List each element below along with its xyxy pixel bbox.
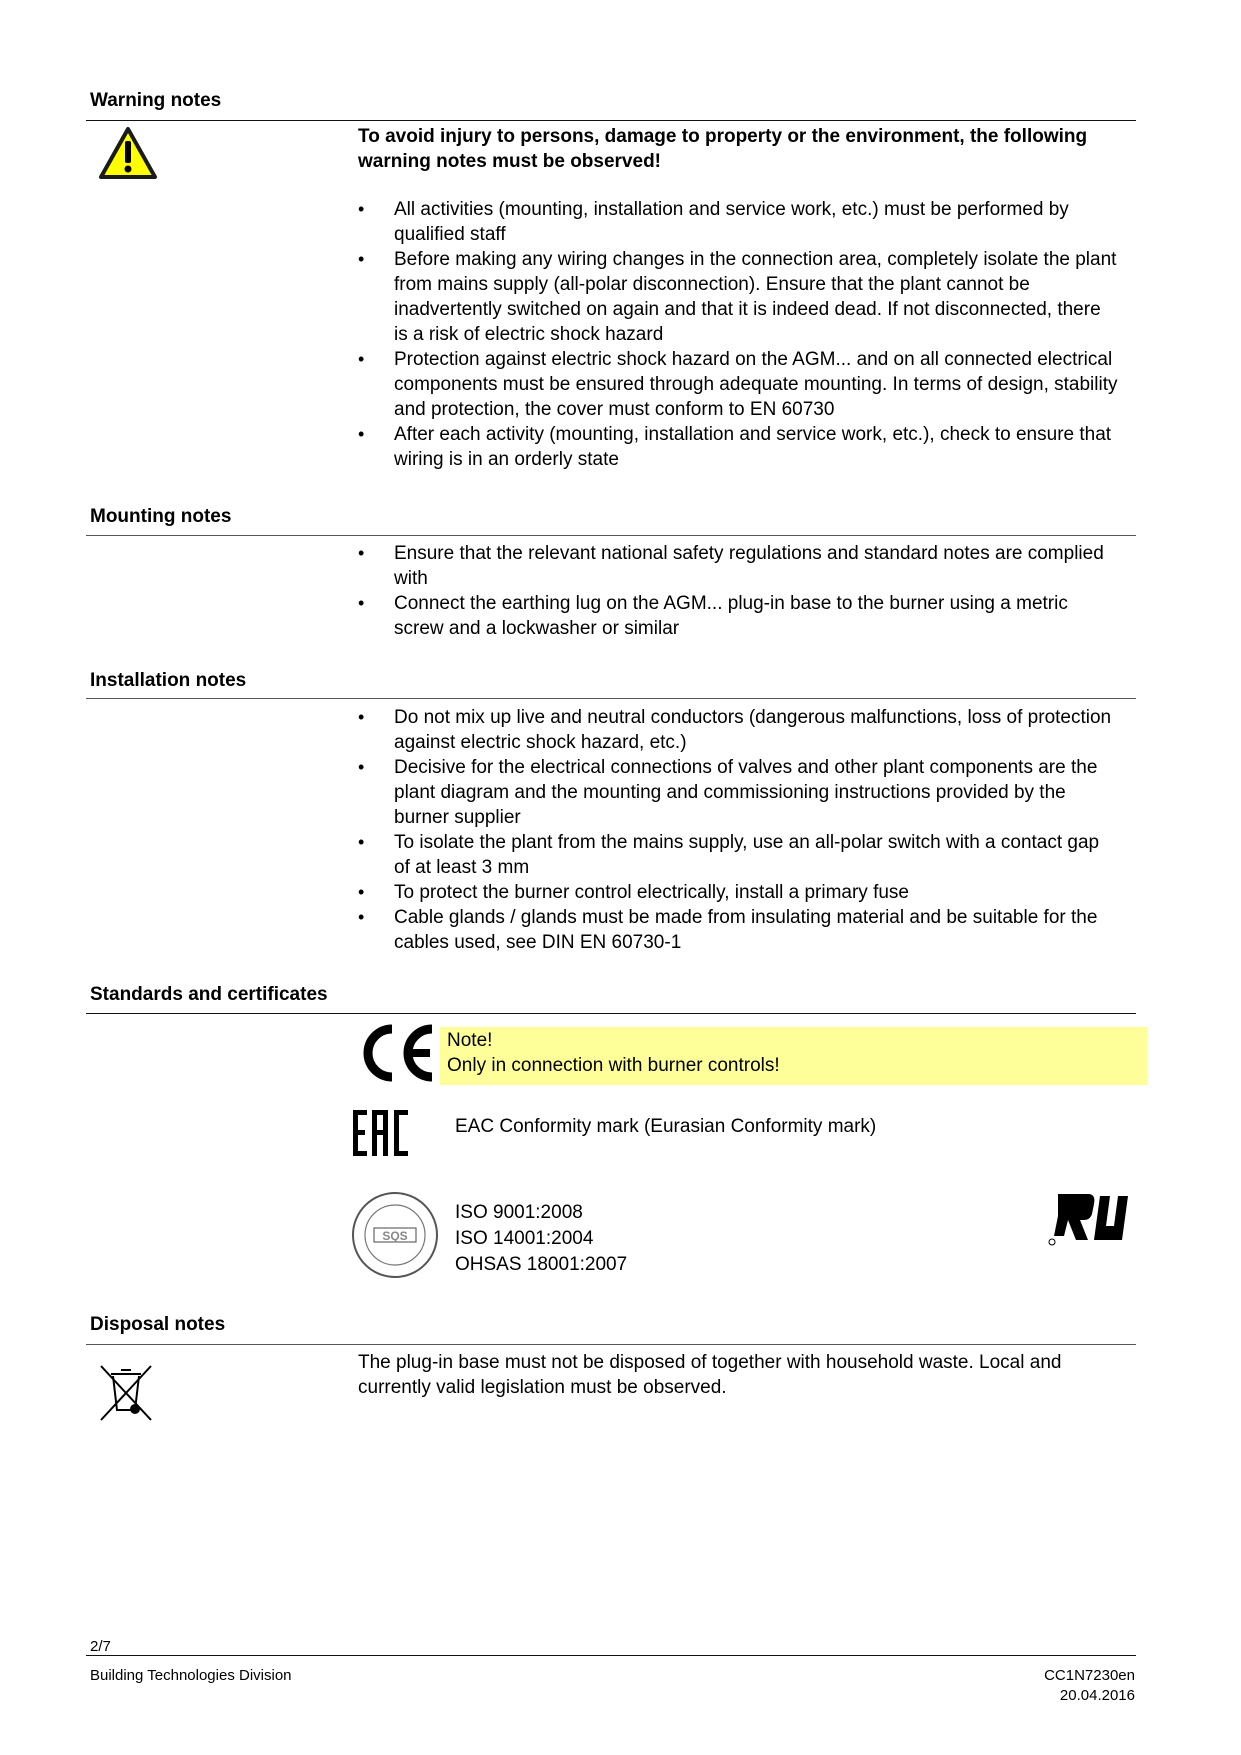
mounting-notes-list: [358, 541, 1118, 641]
warning-notes-list: [358, 197, 1118, 472]
warning-triangle-icon: [98, 126, 158, 180]
sqs-certification-seal-icon: [350, 1190, 440, 1280]
list-item: • Before making any wiring changes in the connection area, completely isolate the plant from mains supply (all-polar disconnection). Ensure that the plant cannot be inadvertently switched on again and that it is indeed dead. If not disconnected, there is a risk of electric shock hazard: [358, 247, 1118, 347]
note-body: Only in connection with burner controls!: [447, 1055, 780, 1076]
list-item: • To isolate the plant from the mains supply, use an all-polar switch with a contact gap of at least 3 mm: [358, 830, 1118, 880]
crossed-out-wheelie-bin-icon: [97, 1362, 155, 1422]
list-item: • After each activity (mounting, installation and service work, etc.), check to ensure that wiring is in an orderly state: [358, 422, 1118, 472]
certificate-line: ISO 14001:2004: [455, 1228, 594, 1249]
section-divider: [86, 535, 1136, 536]
list-item: • Connect the earthing lug on the AGM... plug-in base to the burner using a metric screw and a lockwasher or similar: [358, 591, 1118, 641]
list-item: • To protect the burner control electrically, install a primary fuse: [358, 880, 1118, 905]
seal-label: SQS: [382, 1229, 408, 1243]
certificate-line: OHSAS 18001:2007: [455, 1254, 628, 1275]
section-title-warning: Warning notes: [90, 90, 222, 111]
ce-mark-icon: [358, 1023, 436, 1083]
section-divider: [86, 698, 1136, 699]
list-item: • Ensure that the relevant national safety regulations and standard notes are complied with: [358, 541, 1118, 591]
section-title-mounting: Mounting notes: [90, 506, 232, 527]
ul-recognized-mark-icon: [1048, 1188, 1128, 1246]
eac-description: EAC Conformity mark (Eurasian Conformity mark): [455, 1116, 877, 1137]
note-title: Note!: [447, 1030, 493, 1051]
warning-lead-text: To avoid injury to persons, damage to property or the environment, the following warning notes must be observed!: [358, 126, 1088, 172]
page-number: 2/7: [90, 1638, 111, 1655]
section-title-disposal: Disposal notes: [90, 1314, 226, 1335]
list-item: • All activities (mounting, installation and service work, etc.) must be performed by qualified staff: [358, 197, 1118, 247]
note-callout: [447, 1028, 780, 1078]
footer-division: Building Technologies Division: [90, 1667, 292, 1684]
disposal-text: The plug-in base must not be disposed of together with household waste. Local and currently valid legislation must be observed.: [358, 1352, 1062, 1398]
list-item: • Cable glands / glands must be made from insulating material and be suitable for the cables used, see DIN EN 60730-1: [358, 905, 1118, 955]
list-item: • Do not mix up live and neutral conductors (dangerous malfunctions, loss of protection against electric shock hazard, etc.): [358, 705, 1118, 755]
section-title-standards: Standards and certificates: [90, 984, 328, 1005]
section-divider: [86, 120, 1136, 121]
list-item: • Protection against electric shock hazard on the AGM... and on all connected electrical components must be ensured through adequate mounting. In terms of design, stability and protection, the cover must conform to EN 60730: [358, 347, 1118, 422]
footer-divider: [86, 1655, 1136, 1656]
section-divider: [86, 1013, 1136, 1014]
eac-mark-icon: [353, 1108, 409, 1158]
installation-notes-list: [358, 705, 1118, 955]
section-divider: [86, 1344, 1136, 1345]
list-item: • Decisive for the electrical connections of valves and other plant components are the plant diagram and the mounting and commissioning instructions provided by the burner supplier: [358, 755, 1118, 830]
certificate-line: ISO 9001:2008: [455, 1202, 583, 1223]
section-title-installation: Installation notes: [90, 670, 247, 691]
footer-doc-id: CC1N7230en: [1044, 1667, 1135, 1684]
footer-date: 20.04.2016: [1059, 1687, 1135, 1704]
iso-certificates: [455, 1200, 627, 1278]
